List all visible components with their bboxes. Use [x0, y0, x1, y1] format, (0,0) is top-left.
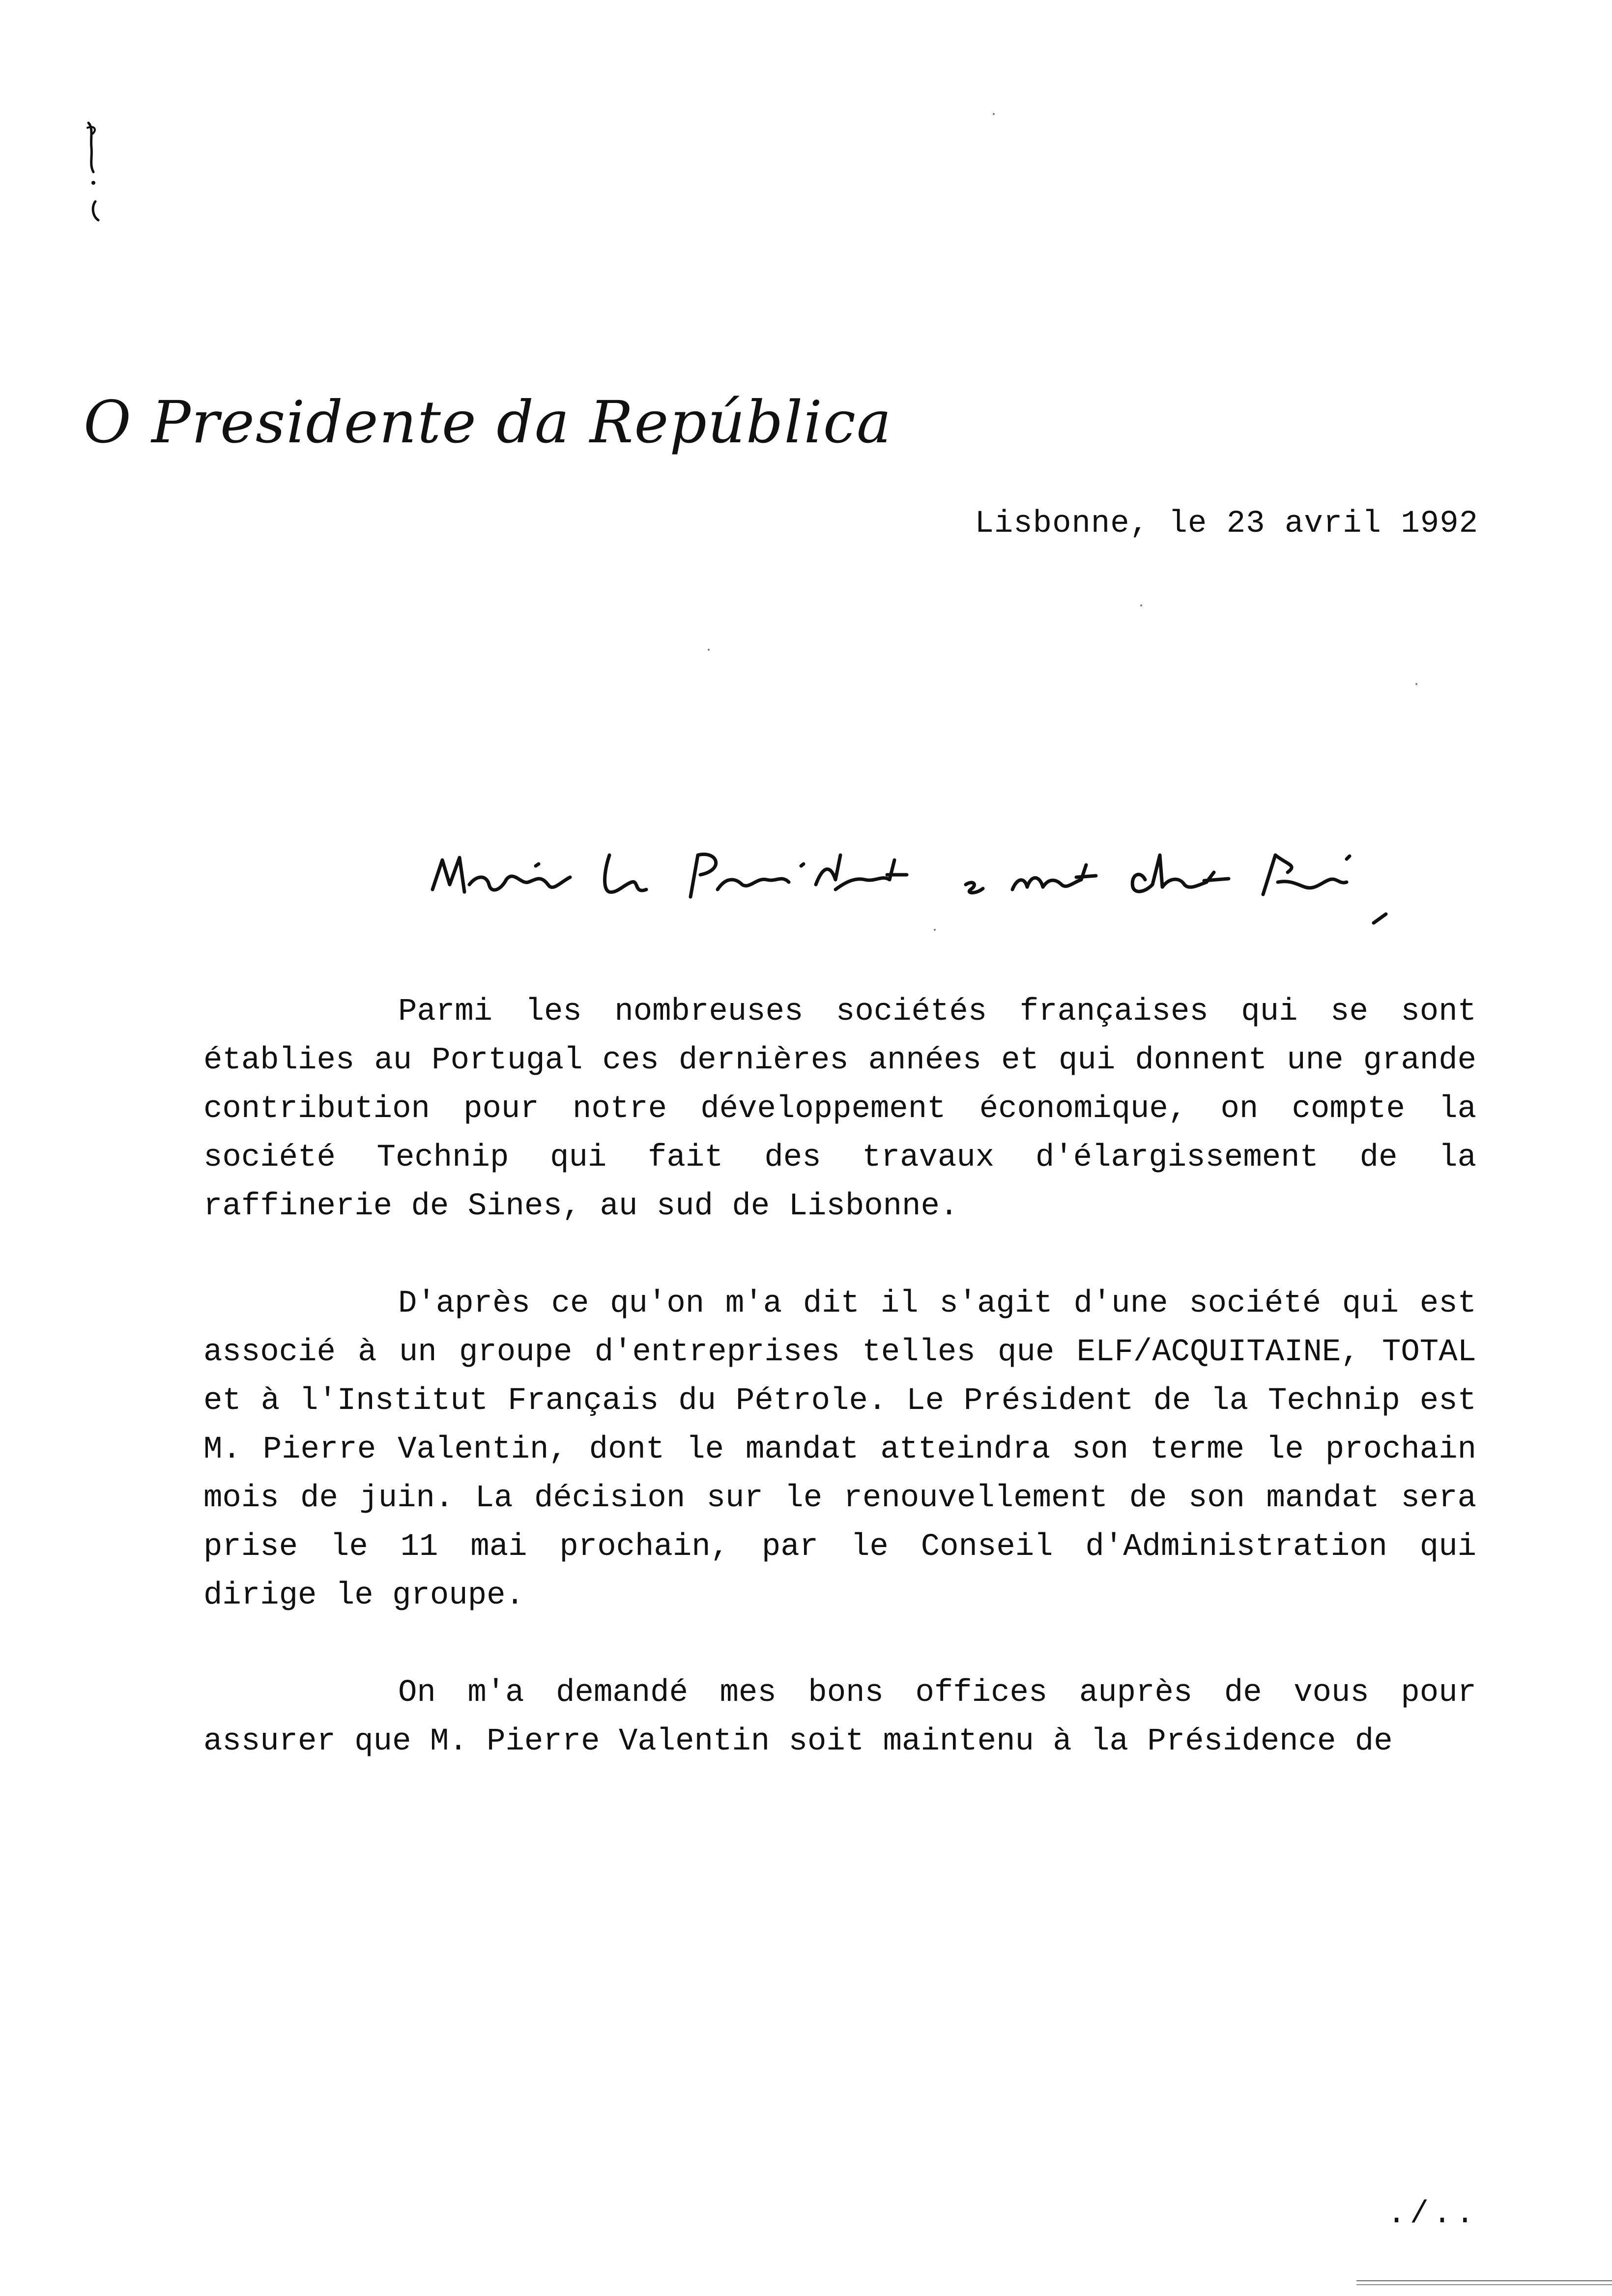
continuation-mark: ./..: [1387, 2197, 1478, 2232]
scan-speck: [934, 929, 936, 931]
paragraph-3: On m'a demandé mes bons offices auprès de vous pour assurer que M. Pierre Valentin soit maintenu à la Présidence de: [203, 1675, 1476, 1759]
handwritten-salutation: [423, 835, 1465, 929]
scan-speck: [1140, 604, 1142, 606]
letter-body: [203, 988, 1476, 1815]
scan-speck: [1415, 683, 1417, 685]
scan-bottom-edge: [1356, 2280, 1612, 2285]
date-line: Lisbonne, le 23 avril 1992: [975, 506, 1478, 542]
scan-speck: [708, 649, 710, 651]
scan-speck: [993, 113, 995, 115]
handwritten-margin-mark: [79, 118, 108, 226]
letterhead-title: O Presidente da República: [84, 388, 892, 456]
salutation-text: [428, 855, 1243, 902]
paragraph-2: D'après ce qu'on m'a dit il s'agit d'une société qui est associé à un groupe d'entreprises telles que ELF/ACQUITAINE, TOTAL et à l'Institut Français du Pétrole. Le Président de la Technip est M. Pierre Valentin, dont le mandat atteindra son terme le prochain mois de juin. La décision sur le renouvellement de son mandat sera prise le 11 mai prochain, par le Conseil d'Administration qui dirige le groupe.: [203, 1286, 1476, 1613]
paragraph-1: Parmi les nombreuses sociétés françaises qui se sont établies au Portugal ces dernières années et qui donnent une grande contribution pour notre développement économique, on compte la société Technip qui fait des travaux d'élargissement de la raffinerie de Sines, au sud de Lisbonne.: [203, 994, 1476, 1224]
